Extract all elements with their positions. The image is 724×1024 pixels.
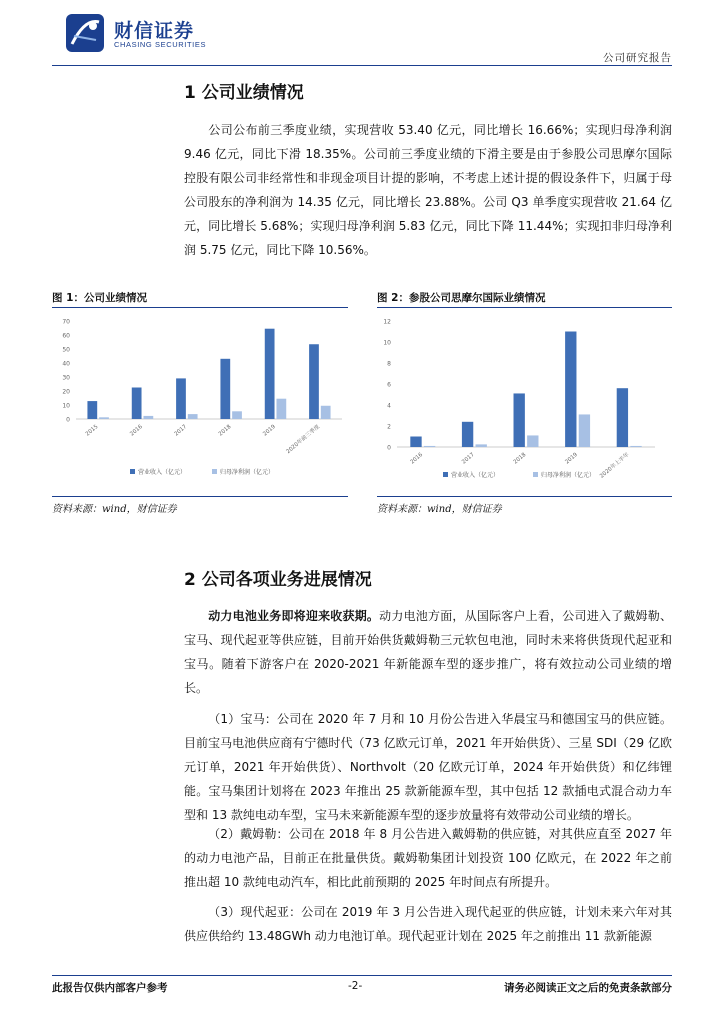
legend-swatch: [130, 469, 135, 474]
figure-2-caption: 图 2：参股公司思摩尔国际业绩情况: [377, 292, 546, 304]
x-tick-label: 2019: [262, 423, 277, 438]
legend-label: 营业收入（亿元）: [451, 472, 500, 479]
legend-swatch: [443, 472, 448, 477]
x-tick-label: 2020年上半年: [599, 451, 631, 480]
y-tick-label: 70: [62, 318, 70, 326]
section-2-lead: 动力电池业务即将迎来收获期。: [208, 609, 380, 623]
logo-english-name: CHASING SECURITIES: [114, 40, 207, 49]
y-tick-label: 4: [387, 402, 391, 410]
x-tick-label: 2016: [129, 423, 144, 438]
bar-net-profit: [579, 414, 590, 447]
x-tick-label: 2019: [564, 451, 579, 466]
legend-swatch: [533, 472, 538, 477]
figure-2-bottom-rule: [377, 496, 672, 497]
bar-revenue: [220, 359, 230, 419]
x-tick-label: 2018: [217, 423, 233, 438]
figure-1-caption: 图 1：公司业绩情况: [52, 292, 147, 304]
footer-disclaimer-left: 此报告仅供内部客户参考: [52, 982, 168, 994]
footer-disclaimer-right: 请务必阅读正文之后的免责条款部分: [504, 982, 672, 994]
section-2-p2-text: （1）宝马：公司在 2020 年 7 月和 10 月份公告进入华晨宝马和德国宝马的供应链。目前宝马电池供应商有宁德时代（73 亿欧元订单，2021 年开始供货）、三星 SDI（29 亿欧元订单，2021 年开始供货）、Northvolt（20 亿欧元订单，2024 年开始供货）和亿纬锂能。宝马集团计划将在 2023 年推出 25 款新能源车型，其中包括 12 款插电式混合动力车型和 13 款纯电动车型，宝马未来新能源车型的逐步放量将有效带动公司业绩的增长。: [184, 712, 672, 822]
legend-label: 归母净利润（亿元）: [220, 469, 275, 476]
y-tick-label: 2: [387, 423, 391, 431]
figure-1-top-rule: [52, 307, 348, 308]
report-type-label: 公司研究报告: [603, 52, 672, 64]
section-2-p3-text: （2）戴姆勒：公司在 2018 年 8 月公告进入戴姆勒的供应链，对其供应直至 2027 年的动力电池产品，目前正在批量供货。戴姆勒集团计划投资 100 亿欧元，在 2022 年之前推出超 10 款纯电动汽车，相比此前预期的 2025 年时间点有所提升。: [184, 827, 672, 889]
legend-label: 营业收入（亿元）: [138, 469, 187, 476]
figure-2-source: 资料来源：wind，财信证券: [377, 504, 502, 515]
y-tick-label: 0: [66, 416, 70, 424]
x-tick-label: 2015: [84, 423, 100, 438]
figure-1-bottom-rule: [52, 496, 348, 497]
chart-company-performance: [52, 310, 348, 492]
y-tick-label: 10: [62, 402, 70, 410]
section-1-title: 1 公司业绩情况: [184, 83, 304, 103]
y-tick-label: 40: [62, 360, 70, 368]
bar-revenue: [514, 393, 525, 447]
y-tick-label: 8: [387, 360, 391, 368]
bar-revenue: [132, 388, 142, 420]
bar-net-profit: [321, 406, 331, 419]
y-tick-label: 30: [62, 374, 70, 382]
bar-revenue: [87, 401, 97, 419]
legend-swatch: [212, 469, 217, 474]
section-2-paragraph-2: [184, 707, 672, 827]
footer-divider: [52, 975, 672, 976]
section-2-title: 2 公司各项业务进展情况: [184, 570, 372, 590]
y-tick-label: 12: [383, 318, 391, 326]
x-tick-label: 2017: [173, 423, 189, 438]
bar-net-profit: [143, 416, 153, 419]
bar-revenue: [176, 378, 186, 419]
chart-smoore-performance: [377, 310, 672, 492]
bar-net-profit: [232, 411, 242, 419]
y-tick-label: 60: [62, 332, 70, 340]
bar-net-profit: [630, 446, 641, 447]
section-2-p1-text: 动力电池方面，从国际客户上看，公司进入了戴姆勒、宝马、现代起亚等供应链，目前开始供货戴姆勒三元软包电池，同时未来将供货现代起亚和宝马。随着下游客户在 2020-2021 年新能源车型的逐步推广，将有效拉动公司业绩的增长。: [184, 609, 672, 695]
logo-chinese-name: 财信证券: [114, 20, 195, 42]
bar-revenue: [410, 437, 421, 448]
y-tick-label: 20: [62, 388, 70, 396]
section-2-paragraph-1: [184, 604, 672, 700]
section-2-p4-text: （3）现代起亚：公司在 2019 年 3 月公告进入现代起亚的供应链，计划未来六年对其供应供给约 13.48GWh 动力电池订单。现代起亚计划在 2025 年之前推出 11 款新能源: [184, 905, 672, 943]
page-number: -2-: [348, 980, 363, 992]
bar-net-profit: [527, 435, 538, 447]
bar-net-profit: [276, 399, 286, 419]
x-tick-label: 2017: [461, 451, 476, 466]
bar-revenue: [265, 329, 275, 419]
bar-revenue: [565, 332, 576, 448]
section-1-paragraph: [184, 118, 672, 262]
header-divider: [52, 65, 672, 66]
figure-1-source: 资料来源：wind，财信证券: [52, 504, 177, 515]
company-logo: [66, 14, 104, 52]
bar-revenue: [462, 422, 473, 447]
section-1-text: 公司公布前三季度业绩，实现营收 53.40 亿元，同比增长 16.66%；实现归母净利润 9.46 亿元，同比下滑 18.35%。公司前三季度业绩的下滑主要是由于参股公司思摩尔国际控股有限公司非经常性和非现金项目计提的影响，不考虑上述计提的假设条件下，归属于母公司股东的净利润为 14.35 亿元，同比增长 23.88%。公司 Q3 单季度实现营收 21.64 亿元，同比增长 5.68%；实现归母净利润 5.83 亿元，同比下降 11.44%；实现扣非归母净利润 5.75 亿元，同比下降 10.56%。: [184, 123, 672, 257]
x-tick-label: 2018: [512, 451, 528, 466]
x-tick-label: 2016: [409, 451, 425, 466]
bar-net-profit: [424, 446, 435, 447]
y-tick-label: 6: [387, 381, 391, 389]
bar-net-profit: [188, 414, 198, 419]
bar-net-profit: [99, 417, 109, 419]
x-tick-label: 2020年前三季度: [285, 423, 322, 456]
bar-net-profit: [476, 444, 487, 447]
section-2-paragraph-3: [184, 822, 672, 894]
figure-2-top-rule: [377, 307, 672, 308]
y-tick-label: 10: [383, 339, 391, 347]
bar-revenue: [617, 388, 628, 447]
y-tick-label: 50: [62, 346, 70, 354]
bar-revenue: [309, 344, 319, 419]
y-tick-label: 0: [387, 444, 391, 452]
section-2-paragraph-4: [184, 900, 672, 948]
legend-label: 归母净利润（亿元）: [541, 472, 596, 479]
